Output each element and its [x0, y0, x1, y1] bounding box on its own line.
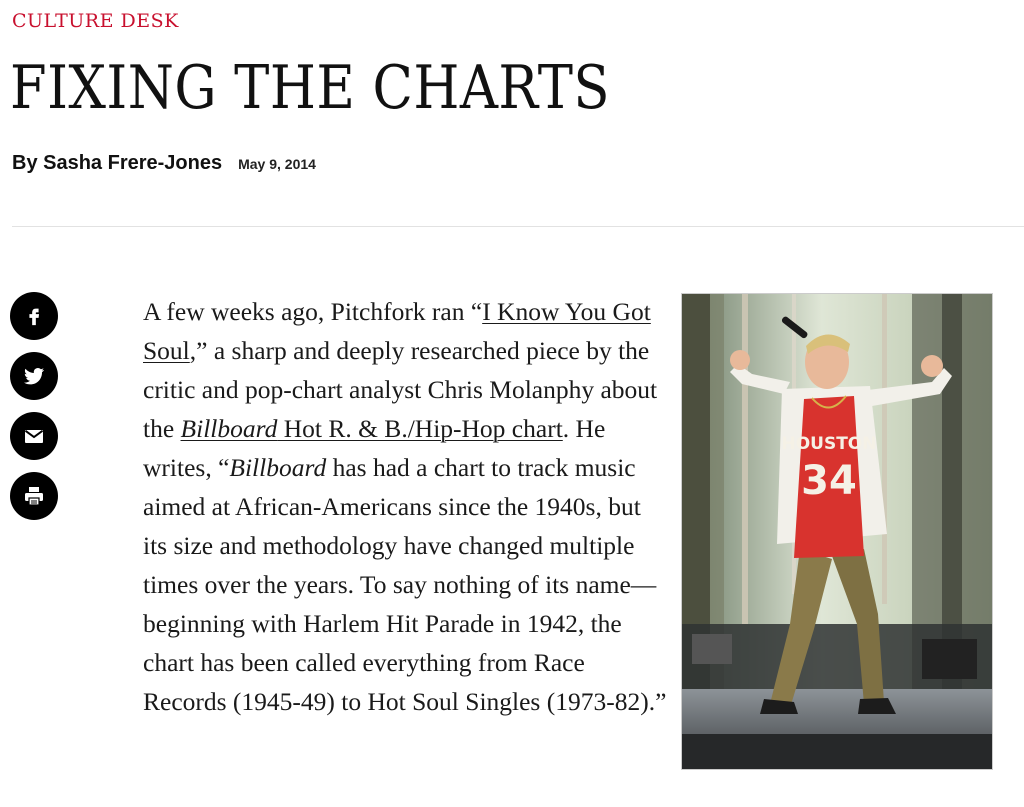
byline — [12, 152, 316, 175]
share-twitter-button[interactable] — [10, 352, 58, 400]
link-billboard-italic: Billboard — [180, 414, 278, 443]
text-segment: . He writes, “ — [143, 414, 606, 482]
link-billboard-rest: Hot R. & B./Hip-Hop chart — [277, 414, 563, 443]
link-i-know-you-got-soul[interactable]: I Know You Got Soul — [143, 297, 651, 365]
publish-date: May 9, 2014 — [238, 156, 316, 172]
text-segment: ,” a sharp and deeply researched piece by the critic and pop-chart analyst Chris Molanphy about the — [143, 336, 658, 443]
article-photo — [681, 293, 993, 770]
performer-photo-illustration — [682, 294, 992, 769]
print-icon — [22, 484, 46, 508]
section-label[interactable]: CULTURE DESK — [12, 10, 179, 32]
facebook-icon — [23, 305, 45, 327]
italic-billboard: Billboard — [229, 453, 327, 482]
link-billboard-chart[interactable] — [181, 414, 563, 443]
text-segment: A few weeks ago, Pitchfork ran “ — [143, 297, 483, 326]
header-divider — [12, 226, 1024, 227]
author-link[interactable]: By Sasha Frere-Jones — [12, 152, 223, 174]
share-email-button[interactable] — [10, 412, 58, 460]
twitter-icon — [22, 364, 46, 388]
jersey-text: HOUSTON — [781, 434, 877, 454]
share-facebook-button[interactable] — [10, 292, 58, 340]
email-icon — [22, 424, 46, 448]
text-segment: has had a chart to track music aimed at African-Americans since the 1940s, but its size and methodology have changed multiple times over the years. To say nothing of its name—beginning with Harlem Hit Parade in 1942, the chart has been called everything from Race Records (1945-49) to Hot Soul Singles (1973-82).” — [143, 453, 667, 716]
article-title: FIXING THE CHARTS — [10, 53, 610, 123]
share-bar — [10, 292, 58, 520]
jersey-number: 34 — [801, 458, 857, 504]
article-body-paragraph — [143, 292, 668, 721]
print-button[interactable] — [10, 472, 58, 520]
